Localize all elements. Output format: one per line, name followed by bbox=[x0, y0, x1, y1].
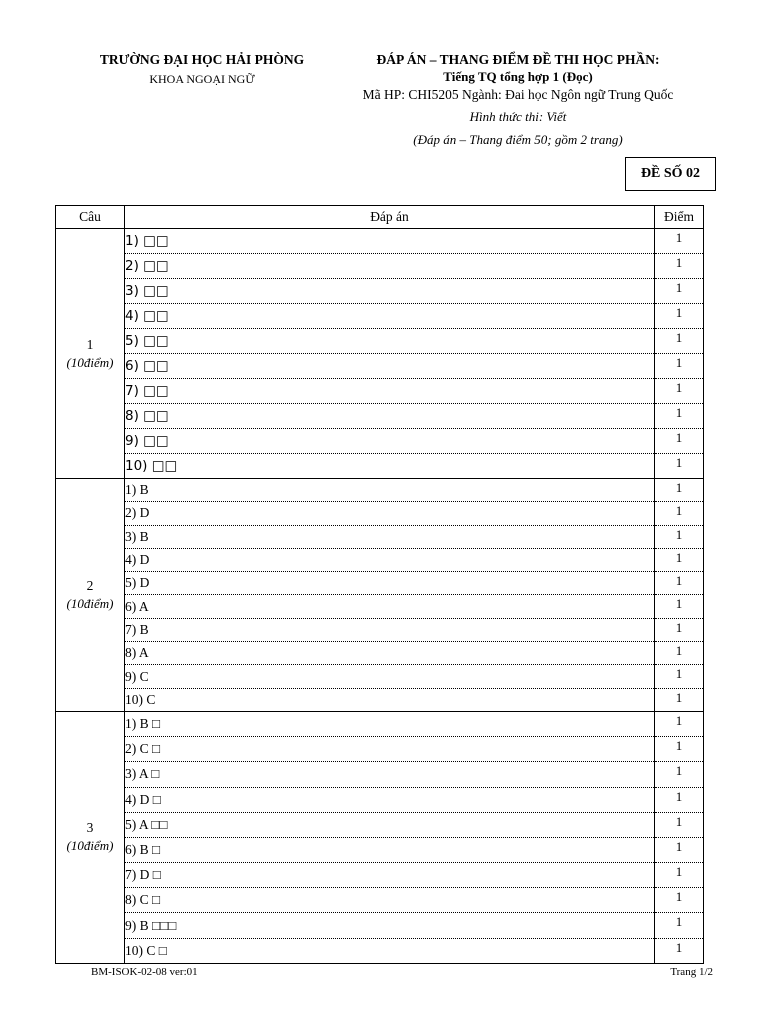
question-cell bbox=[56, 479, 125, 712]
score-value: 1 bbox=[675, 939, 683, 955]
score-cell bbox=[655, 354, 704, 379]
score-value: 1 bbox=[675, 380, 683, 395]
answer-cell: 2) D bbox=[125, 502, 655, 525]
score-value: 1 bbox=[675, 619, 683, 635]
score-cell bbox=[655, 888, 704, 913]
table-row bbox=[56, 837, 704, 862]
score-value: 1 bbox=[675, 255, 683, 270]
table-row bbox=[56, 787, 704, 812]
answer-cell: 8) C □ bbox=[125, 888, 655, 913]
score-cell bbox=[655, 762, 704, 787]
score-value: 1 bbox=[675, 864, 683, 880]
table-row bbox=[56, 279, 704, 304]
score-cell bbox=[655, 938, 704, 963]
question-number: 1 bbox=[86, 336, 94, 352]
score-value: 1 bbox=[675, 430, 683, 445]
table-row bbox=[56, 454, 704, 479]
table-row bbox=[56, 525, 704, 548]
score-cell bbox=[655, 595, 704, 618]
table-row bbox=[56, 737, 704, 762]
exam-code-box: ĐỀ SỐ 02 bbox=[625, 157, 716, 191]
answer-cell: 6) A bbox=[125, 595, 655, 618]
score-cell bbox=[655, 454, 704, 479]
score-cell bbox=[655, 812, 704, 837]
table-row bbox=[56, 888, 704, 913]
header-score: Điểm bbox=[655, 206, 704, 229]
answer-cell: 8) □□ bbox=[125, 404, 655, 429]
course-meta: Mã HP: CHI5205 Ngành: Đai học Ngôn ngữ Trung Quốc bbox=[362, 87, 674, 102]
answer-cell: 10) □□ bbox=[125, 454, 655, 479]
score-cell bbox=[655, 863, 704, 888]
score-cell bbox=[655, 229, 704, 254]
score-cell bbox=[655, 665, 704, 688]
school-name: TRƯỜNG ĐẠI HỌC HẢI PHÒNG bbox=[99, 52, 305, 67]
subject-name: Tiếng TQ tổng hợp 1 (Đọc) bbox=[443, 69, 593, 84]
score-value: 1 bbox=[675, 889, 683, 905]
answer-cell: 3) □□ bbox=[125, 279, 655, 304]
table-row bbox=[56, 548, 704, 571]
exam-format: Hình thức thi: Viết bbox=[469, 109, 567, 124]
question-points: (10điểm) bbox=[66, 354, 114, 370]
page-number: Trang 1/2 bbox=[670, 966, 713, 978]
answer-cell: 2) C □ bbox=[125, 737, 655, 762]
answer-cell: 10) C □ bbox=[125, 938, 655, 963]
answer-cell: 2) □□ bbox=[125, 254, 655, 279]
score-value: 1 bbox=[675, 788, 683, 804]
score-cell bbox=[655, 688, 704, 711]
table-row bbox=[56, 329, 704, 354]
answer-cell: 9) □□ bbox=[125, 429, 655, 454]
table-row bbox=[56, 938, 704, 963]
answer-cell: 9) B □□□ bbox=[125, 913, 655, 938]
score-cell bbox=[655, 479, 704, 502]
score-value: 1 bbox=[675, 596, 683, 612]
answer-cell: 3) B bbox=[125, 525, 655, 548]
score-value: 1 bbox=[675, 549, 683, 565]
answer-cell: 5) □□ bbox=[125, 329, 655, 354]
score-cell bbox=[655, 711, 704, 736]
table-row bbox=[56, 665, 704, 688]
answer-table-body bbox=[56, 229, 704, 964]
table-row bbox=[56, 711, 704, 736]
score-cell bbox=[655, 737, 704, 762]
score-value: 1 bbox=[675, 763, 683, 779]
table-row bbox=[56, 429, 704, 454]
score-cell bbox=[655, 379, 704, 404]
table-row bbox=[56, 618, 704, 641]
table-row bbox=[56, 688, 704, 711]
answer-cell: 7) □□ bbox=[125, 379, 655, 404]
table-row bbox=[56, 762, 704, 787]
table-row bbox=[56, 354, 704, 379]
question-cell bbox=[56, 711, 125, 963]
document-title: ĐÁP ÁN – THANG ĐIỂM ĐỀ THI HỌC PHẦN: bbox=[376, 52, 660, 67]
score-cell bbox=[655, 329, 704, 354]
faculty-name: KHOA NGOẠI NGỮ bbox=[149, 72, 255, 86]
question-cell bbox=[56, 229, 125, 479]
answer-cell: 4) □□ bbox=[125, 304, 655, 329]
table-row bbox=[56, 812, 704, 837]
score-value: 1 bbox=[675, 503, 683, 519]
table-row bbox=[56, 502, 704, 525]
score-value: 1 bbox=[675, 838, 683, 854]
question-number: 3 bbox=[86, 820, 94, 836]
score-value: 1 bbox=[675, 480, 683, 495]
answer-cell: 9) C bbox=[125, 665, 655, 688]
score-value: 1 bbox=[675, 405, 683, 420]
answer-table bbox=[55, 205, 704, 964]
question-points: (10điểm) bbox=[66, 838, 114, 854]
answer-cell: 1) B bbox=[125, 479, 655, 502]
answer-cell: 7) B bbox=[125, 618, 655, 641]
question-number: 2 bbox=[86, 577, 94, 593]
score-cell bbox=[655, 429, 704, 454]
table-row bbox=[56, 254, 704, 279]
table-header-row bbox=[56, 206, 704, 229]
score-cell bbox=[655, 642, 704, 665]
answer-cell: 7) D □ bbox=[125, 863, 655, 888]
score-cell bbox=[655, 913, 704, 938]
table-row bbox=[56, 479, 704, 502]
score-value: 1 bbox=[675, 455, 683, 470]
score-value: 1 bbox=[675, 738, 683, 754]
score-value: 1 bbox=[675, 230, 683, 245]
answer-cell: 5) A □□ bbox=[125, 812, 655, 837]
header-answer: Đáp án bbox=[125, 206, 655, 229]
score-cell bbox=[655, 254, 704, 279]
institution-block bbox=[82, 52, 322, 86]
answer-cell: 1) □□ bbox=[125, 229, 655, 254]
answer-cell: 6) B □ bbox=[125, 837, 655, 862]
score-value: 1 bbox=[675, 813, 683, 829]
header-question: Câu bbox=[56, 206, 125, 229]
score-value: 1 bbox=[675, 526, 683, 542]
answer-cell: 3) A □ bbox=[125, 762, 655, 787]
table-row bbox=[56, 595, 704, 618]
answer-cell: 5) D bbox=[125, 572, 655, 595]
score-value: 1 bbox=[675, 280, 683, 295]
answer-cell: 1) B □ bbox=[125, 711, 655, 736]
score-value: 1 bbox=[675, 643, 683, 659]
table-row bbox=[56, 642, 704, 665]
exam-info-block bbox=[330, 52, 706, 148]
score-cell bbox=[655, 279, 704, 304]
table-row bbox=[56, 572, 704, 595]
table-row bbox=[56, 913, 704, 938]
table-row bbox=[56, 229, 704, 254]
score-value: 1 bbox=[675, 573, 683, 589]
score-cell bbox=[655, 787, 704, 812]
score-value: 1 bbox=[675, 666, 683, 682]
score-value: 1 bbox=[675, 914, 683, 930]
answer-cell: 4) D □ bbox=[125, 787, 655, 812]
score-value: 1 bbox=[675, 355, 683, 370]
score-cell bbox=[655, 572, 704, 595]
table-row bbox=[56, 304, 704, 329]
form-code: BM-ISOK-02-08 ver:01 bbox=[91, 966, 198, 978]
answer-cell: 8) A bbox=[125, 642, 655, 665]
answer-cell: 4) D bbox=[125, 548, 655, 571]
scoring-note: (Đáp án – Thang điểm 50; gồm 2 trang) bbox=[413, 132, 623, 147]
answer-cell: 10) C bbox=[125, 688, 655, 711]
score-value: 1 bbox=[675, 305, 683, 320]
score-cell bbox=[655, 548, 704, 571]
score-cell bbox=[655, 304, 704, 329]
table-row bbox=[56, 379, 704, 404]
score-cell bbox=[655, 502, 704, 525]
score-value: 1 bbox=[675, 712, 683, 728]
score-cell bbox=[655, 837, 704, 862]
score-value: 1 bbox=[675, 330, 683, 345]
table-row bbox=[56, 404, 704, 429]
table-row bbox=[56, 863, 704, 888]
question-points: (10điểm) bbox=[66, 595, 114, 611]
score-cell bbox=[655, 525, 704, 548]
score-value: 1 bbox=[675, 689, 683, 705]
score-cell bbox=[655, 404, 704, 429]
score-cell bbox=[655, 618, 704, 641]
answer-cell: 6) □□ bbox=[125, 354, 655, 379]
